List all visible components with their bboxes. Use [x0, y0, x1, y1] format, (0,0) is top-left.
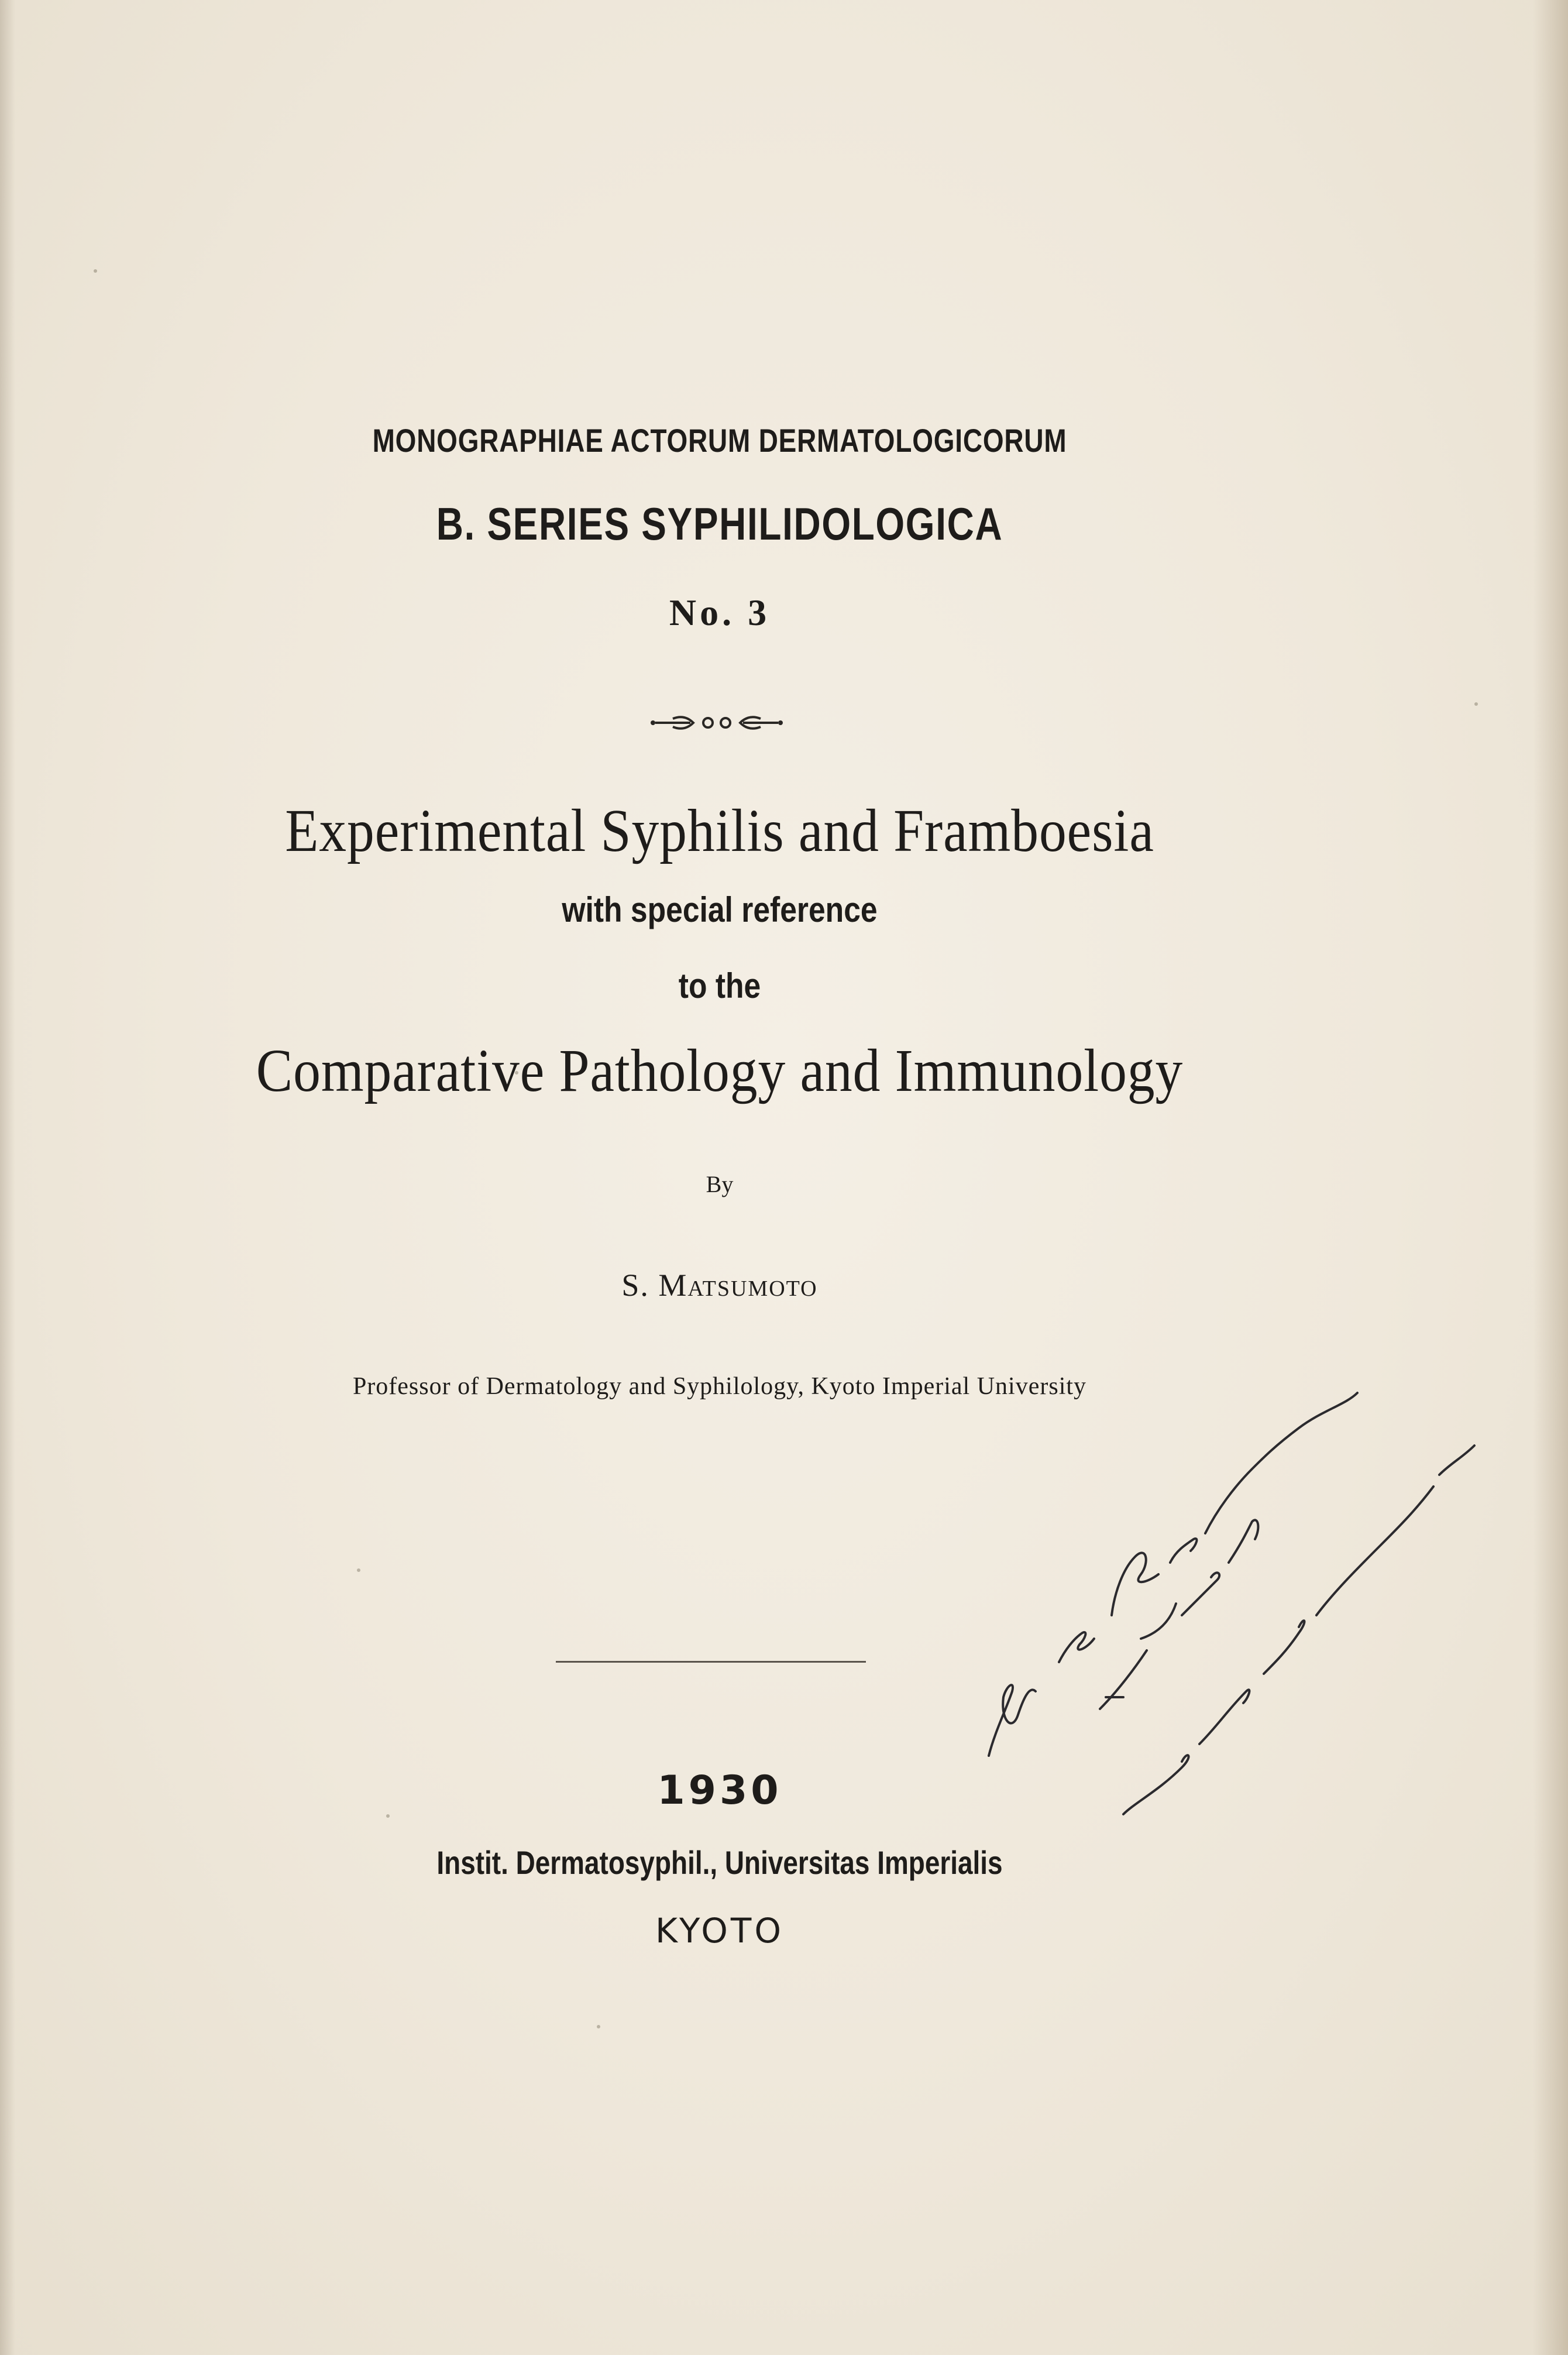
publication-year: 1930 [657, 1767, 782, 1814]
series-number: No. 3 [669, 592, 771, 633]
divider-rule [556, 1661, 866, 1663]
author-name: S. Matsumoto [621, 1268, 818, 1303]
publisher-name: Instit. Dermatosyphil., Universitas Imperialis [436, 1844, 1003, 1881]
ornament-divider [649, 708, 784, 737]
page-edge-right [1533, 0, 1568, 2355]
series-subtitle: B. SERIES SYPHILIDOLOGICA [436, 498, 1003, 550]
series-title: MONOGRAPHIAE ACTORUM DERMATOLOGICORUM [372, 422, 1067, 459]
author-affiliation: Professor of Dermatology and Syphilology, Kyoto Imperial University [352, 1373, 1087, 1400]
subtitle-line: with special reference [562, 890, 878, 929]
main-title-continued: Comparative Pathology and Immunology [256, 1037, 1184, 1104]
handwritten-inscription [971, 1288, 1486, 1861]
by-label: By [706, 1171, 734, 1197]
main-title: Experimental Syphilis and Framboesia [285, 797, 1154, 864]
subtitle-connector: to the [678, 966, 761, 1005]
publication-city: KYOTO [655, 1911, 784, 1951]
